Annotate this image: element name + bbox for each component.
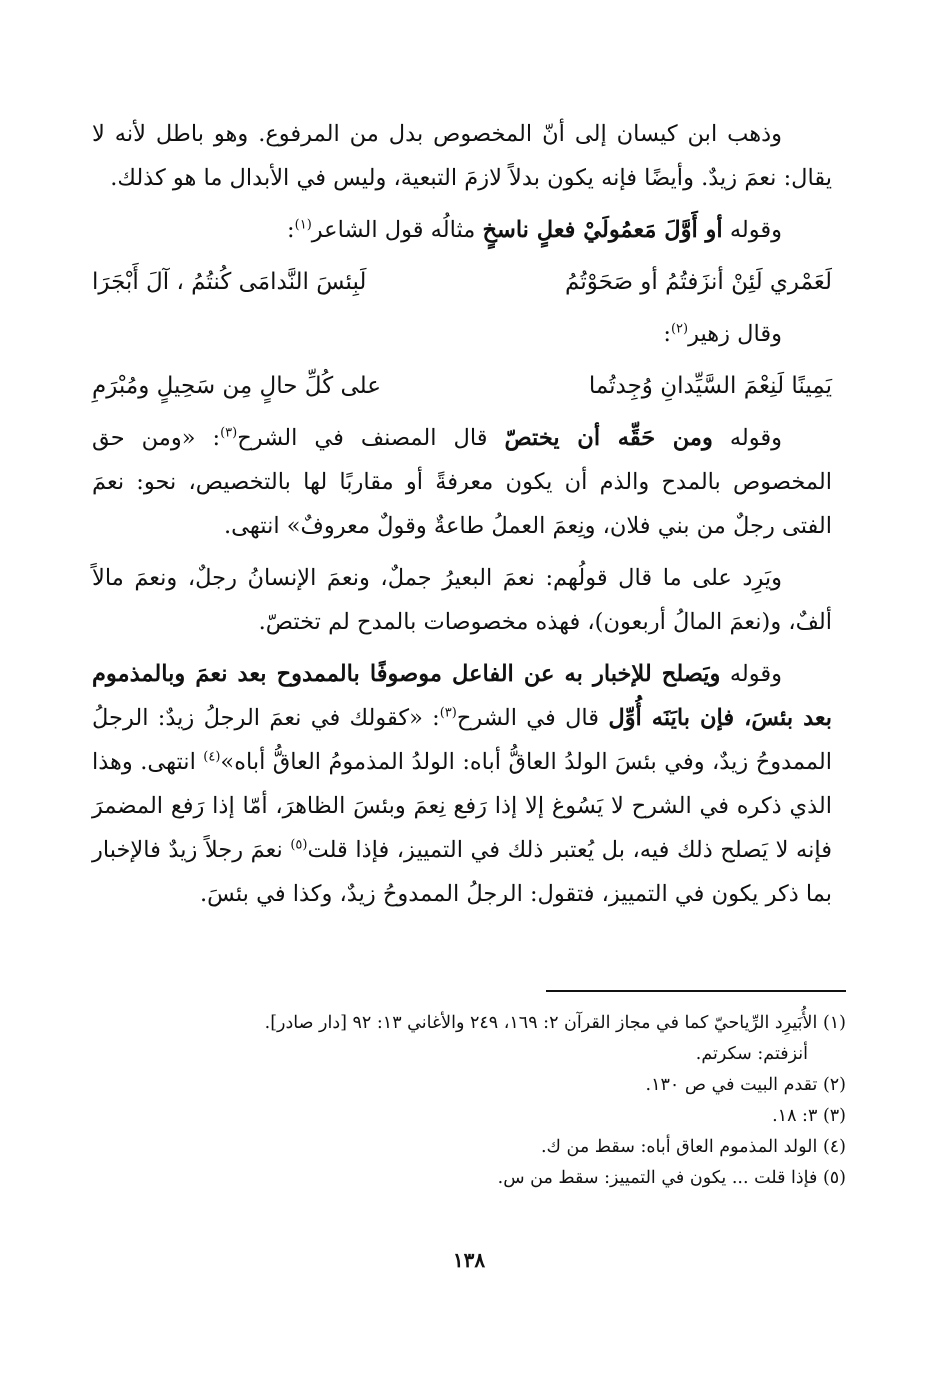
p6-quote-1: : «كقولك في نعمَ الرجلُ زيدٌ: الرجلُ الممدوحُ زيدٌ، وفي بئسَ الولدُ العاقُّ أباه: الولدُ المذمومُ العاقُّ أباه» (92, 705, 833, 775)
p6-lead: وقوله (729, 661, 782, 687)
verse-1-second-hemistich: لَبِئسَ النَّدامَى كُنتُمُ ، آلَ أَبْجَرَا (92, 269, 367, 295)
p2-lead: وقوله (729, 217, 782, 243)
footnotes (126, 1008, 846, 1194)
footnote-text: الولد المذموم العاق أباه: سقط من ك. (540, 1137, 818, 1157)
footnote-ref: (٣) (439, 705, 457, 721)
verse-2-first-hemistich: يَمِينًا لَنِعْمَ السَّيِّدانِ وُجِدتُما (588, 373, 832, 399)
p6-bold-quote: ويَصلح للإخبار به عن الفاعل موصوفًا بالممدوح بعد نعمَ وبالمذموم بعد بئسَ، فإن بايَنَه أُوِّل (92, 661, 833, 731)
footnote-ref: (١) (294, 217, 312, 233)
footnote-text: أنزفتم: سكرتم. (695, 1044, 808, 1064)
verse-1 (92, 260, 832, 304)
footnote-ref: (٤) (203, 749, 221, 765)
verse-2-second-hemistich: على كُلِّ حالٍ مِن سَحِيلٍ ومُبْرَمِ (92, 373, 381, 399)
paragraph-4 (92, 416, 832, 548)
paragraph-3 (92, 312, 832, 356)
p4-lead: وقوله (729, 425, 782, 451)
footnote-separator (546, 990, 846, 992)
paragraph-2 (92, 208, 832, 252)
footnote-3 (126, 1101, 846, 1132)
paragraph-6 (92, 652, 832, 916)
footnote-number: (٤) (822, 1137, 846, 1157)
p4-bold-quote: ومن حَقِّه أن يختصّ (504, 425, 713, 451)
paragraph-5 (92, 556, 832, 644)
p6-mid: قال في الشرح (456, 705, 600, 731)
footnote-number: (٣) (822, 1106, 846, 1126)
footnote-text: تقدم البيت في ص ١٣٠. (645, 1075, 818, 1095)
footnote-4 (126, 1132, 846, 1163)
paragraph-1 (92, 112, 832, 200)
p2-bold-quote: أو أَوَّلَ مَعمُولَيْ فعلٍ ناسخٍ (482, 217, 723, 243)
footnote-text: فإذا قلت ... يكون في التمييز: سقط من س. (497, 1168, 818, 1188)
footnote-5 (126, 1163, 846, 1194)
p2-end: : (287, 217, 295, 243)
footnote-1-continuation (126, 1039, 846, 1070)
verse-2 (92, 364, 832, 408)
p2-rest: مثالُه قول الشاعر (311, 217, 476, 243)
footnote-ref: (٥) (290, 837, 308, 853)
p4-mid: قال المصنف في الشرح (237, 425, 488, 451)
footnote-text: الأُبَيرِد الرِّياحيّ كما في مجاز القرآن ٢: ١٦٩، ٢٤٩ والأغاني ١٣: ٩٢ [دار صادر]. (264, 1013, 818, 1033)
footnote-text: ٣: ١٨. (772, 1106, 818, 1126)
footnote-number: (١) (822, 1013, 846, 1033)
p4-rest: : «ومن حق المخصوص بالمدح والذم أن يكون معرفةً أو مقاربًا لها بالتخصيص، نحو: نعمَ الفتى رجلٌ من بني فلان، ونِعمَ العملُ طاعةٌ وقولٌ معروفٌ» انتهى. (92, 425, 832, 539)
p6-quote-3: نعمَ رجلاً زيدٌ فالإخبار بما ذكر يكون في التمييز، فتقول: الرجلُ الممدوحُ زيدٌ، وكذا في بئسَ. (92, 837, 832, 907)
verse-1-first-hemistich: لَعَمْري لَئِنْ أنزَفتُمُ أو صَحَوْتُمُ (565, 269, 832, 295)
paragraph-1-text: وذهب ابن كيسان إلى أنّ المخصوص بدل من المرفوع. وهو باطل لأنه لا يقال: نعمَ زيدٌ. وأيضًا فإنه يكون بدلاً لازمَ التبعية، وليس في الأبدال ما هو كذلك. (92, 121, 832, 191)
footnote-2 (126, 1070, 846, 1101)
p3-end: : (663, 321, 671, 347)
p3-lead: وقال زهير (688, 321, 782, 347)
paragraph-5-text: ويَرِد على ما قال قولُهم: نعمَ البعيرُ جملٌ، ونعمَ الإنسانُ رجلٌ، ونعمَ مالاً ألفٌ، و(نعمَ المالُ أربعون)، فهذه مخصوصات بالمدح لم تختصّ. (92, 565, 832, 635)
p6-quote-2: انتهى. وهذا الذي ذكره في الشرح لا يَسُوغ إلا إذا رَفع نِعمَ وبئسَ الظاهرَ، أمّا إذا رَفع المضمرَ فإنه لا يَصلح ذلك فيه، بل يُعتبر ذلك في التمييز، فإذا قلت (92, 749, 832, 863)
main-text (92, 112, 832, 924)
footnote-ref: (٢) (670, 321, 689, 337)
footnote-number: (٥) (822, 1168, 846, 1188)
footnote-number: (٢) (822, 1075, 846, 1095)
page-number: ١٣٨ (452, 1248, 486, 1272)
footnote-1 (126, 1008, 846, 1039)
footnote-ref: (٣) (220, 425, 238, 441)
